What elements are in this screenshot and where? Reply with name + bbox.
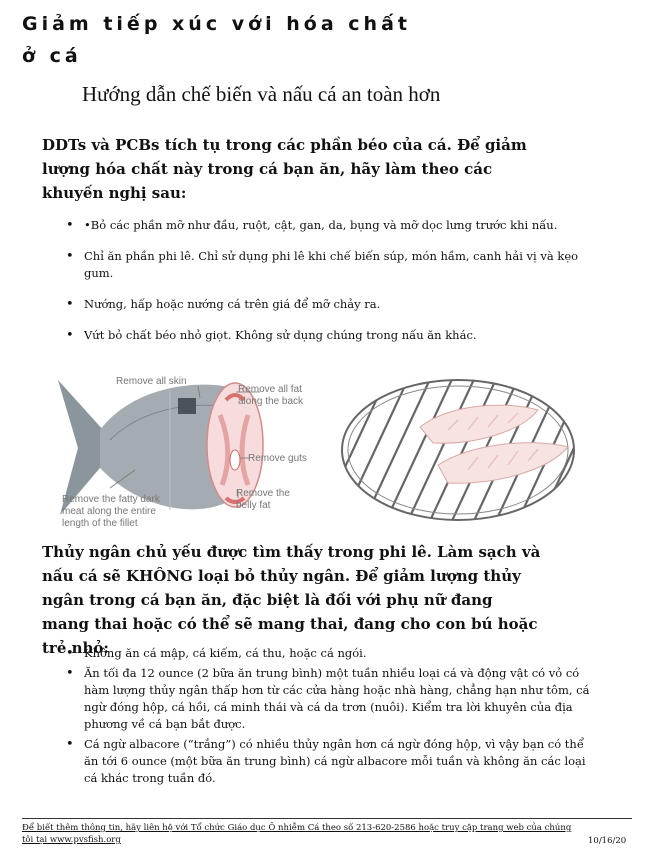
- title-line-2: ở cá: [22, 45, 82, 67]
- page-title: [22, 8, 442, 72]
- fish-cleaning-diagram: [50, 370, 330, 530]
- list-item: • •Bỏ các phần mỡ như đầu, ruột, cật, gan, da, bụng và mỡ dọc lưng trước khi nấu.: [60, 217, 580, 234]
- list-item: • Ăn tối đa 12 ounce (2 bữa ăn trung bình) một tuần nhiều loại cá và động vật có vỏ có hàm lượng thủy ngân thấp hơn từ các cửa hàng hoặc nhà hàng, chẳng hạn như tôm, cá ngừ đóng hộp, cá hồi, cá minh thái và cá da trơn (nuôi). Kiểm tra lời khuyên của địa phương về cá bạn bắt được.: [60, 665, 600, 733]
- label-remove-skin: Remove all skin: [116, 376, 187, 387]
- subtitle: Hướng dẫn chế biến và nấu cá an toàn hơn: [82, 82, 441, 106]
- section2-intro: Thủy ngân chủ yếu được tìm thấy trong phi lê. Làm sạch và nấu cá sẽ KHÔNG loại bỏ thủy ngân. Để giảm lượng thủy ngân trong cá bạn ăn, đặc biệt là đối với phụ nữ đang mang thai hoặc có thể sẽ mang thai, đang cho con bú hoặc trẻ nhỏ:: [42, 543, 541, 657]
- list-item: • Cá ngừ albacore (“trắng”) có nhiều thủy ngân hơn cá ngừ đóng hộp, vì vậy bạn có thể ăn tới 6 ounce (một bữa ăn trung bình) cá ngừ albacore mỗi tuần và không ăn các loại cá khác trong tuần đó.: [60, 736, 600, 787]
- label-belly-2: belly fat: [236, 500, 271, 511]
- grill-rack-illustration: [338, 375, 578, 525]
- list-item: • Nướng, hấp hoặc nướng cá trên giá để mỡ chảy ra.: [60, 296, 580, 313]
- label-dark-1: Remove the fatty dark: [62, 494, 160, 505]
- list-item: • Không ăn cá mập, cá kiếm, cá thu, hoặc cá ngói.: [60, 645, 600, 662]
- label-fat-back-1: Remove all fat: [238, 384, 302, 395]
- label-remove-guts: Remove guts: [248, 453, 307, 464]
- section1-intro: DDTs và PCBs tích tụ trong các phần béo của cá. Để giảm lượng hóa chất này trong cá bạn ăn, hãy làm theo các khuyến nghị sau:: [42, 136, 527, 202]
- list-item: • Vứt bỏ chất béo nhỏ giọt. Không sử dụng chúng trong nấu ăn khác.: [60, 327, 580, 344]
- label-dark-2: meat along the entire: [62, 506, 156, 517]
- list-item: • Chỉ ăn phần phi lê. Chỉ sử dụng phi lê khi chế biến súp, món hầm, canh hải vị và kẹo gum.: [60, 248, 580, 282]
- footer-divider: [22, 818, 632, 819]
- section1-list: [60, 217, 580, 358]
- section2-list: [60, 645, 600, 790]
- title-line-1: Giảm tiếp xúc với hóa chất: [22, 13, 411, 35]
- label-belly-1: Remove the: [236, 488, 290, 499]
- footer-note[interactable]: Để biết thêm thông tin, hãy liên hệ với Tổ chức Giáo dục Ô nhiễm Cá theo số 213-620-2586 hoặc truy cập trang web của chúng tôi tại www.pvsfish.org: [22, 823, 572, 845]
- label-fat-back-2: along the back: [238, 396, 304, 407]
- label-dark-3: length of the fillet: [62, 518, 138, 529]
- footer-date: 10/16/20: [588, 836, 627, 846]
